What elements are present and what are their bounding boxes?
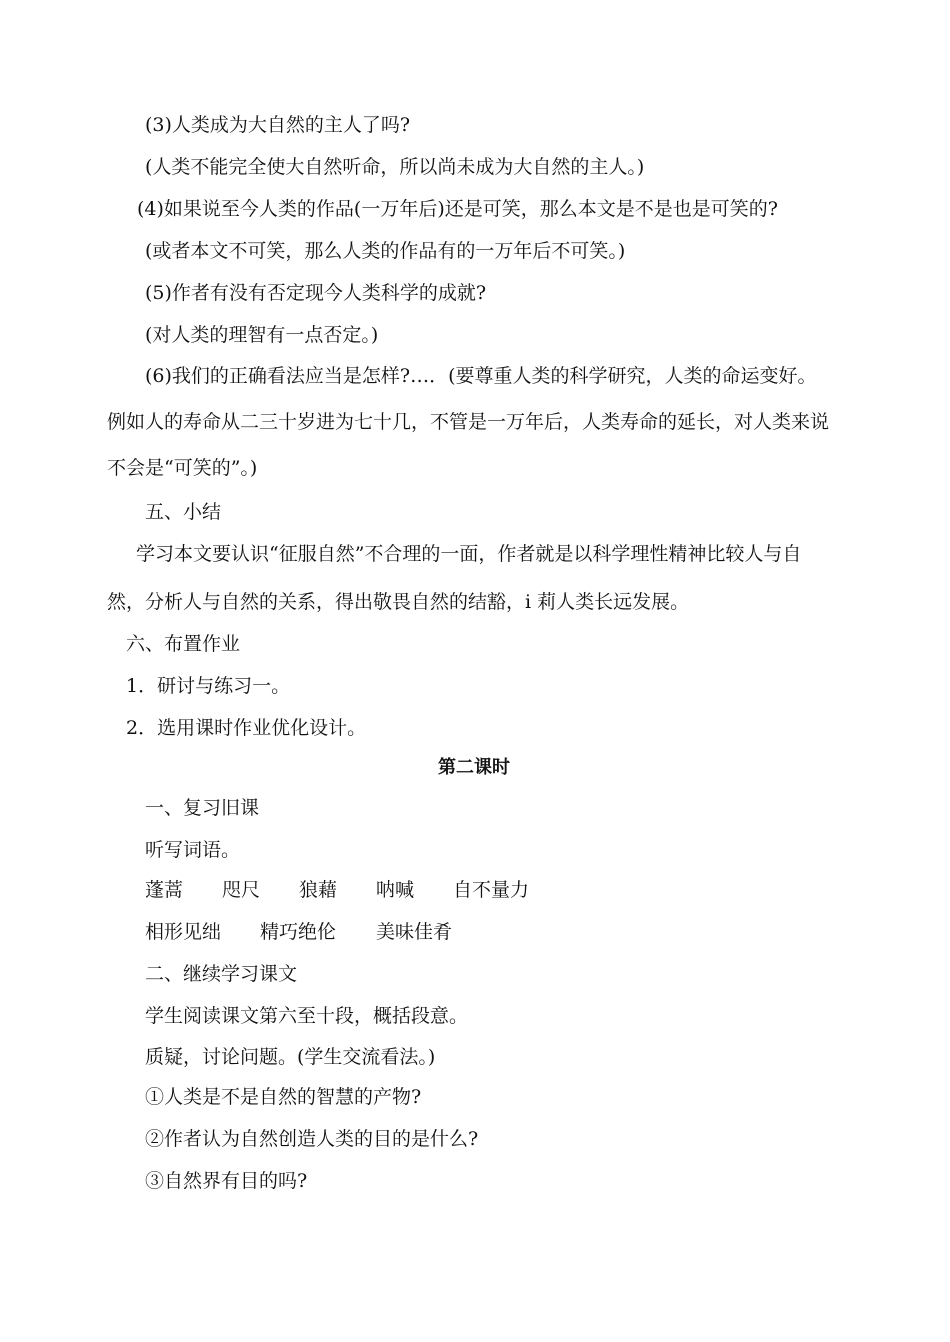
answer-6-continued: 例如人的寿命从二三十岁进为七十几，不管是一万年后，人类寿命的延长，对人类来说 bbox=[107, 411, 830, 433]
vocab-word: 精巧绝伦 bbox=[260, 921, 337, 943]
section-continue-heading: 二、继续学习课文 bbox=[145, 963, 298, 985]
section-homework-heading: 六、布置作业 bbox=[126, 633, 241, 655]
lesson-heading: 第二课时 bbox=[438, 757, 510, 778]
section-summary-heading: 五、小结 bbox=[145, 501, 222, 523]
vocab-word: 狼藉 bbox=[299, 879, 338, 901]
vocab-word: 咫尺 bbox=[222, 879, 261, 901]
vocab-word: 蓬蒿 bbox=[145, 879, 184, 901]
vocab-word: 相形见绌 bbox=[145, 921, 222, 943]
reading-instruction: 学生阅读课文第六至十段，概括段意。 bbox=[145, 1005, 469, 1027]
discussion-question-2: ②作者认为自然创造人类的目的是什么? bbox=[145, 1128, 479, 1150]
answer-3: (人类不能完全使大自然听命，所以尚未成为大自然的主人。) bbox=[145, 156, 645, 178]
question-4: (4)如果说至今人类的作品(一万年后)还是可笑，那么本文是不是也是可笑的? bbox=[137, 198, 778, 220]
answer-5: (对人类的理智有一点否定。) bbox=[145, 324, 379, 346]
summary-paragraph: 学习本文要认识“征服自然”不合理的一面，作者就是以科学理性精神比较人与自 bbox=[136, 543, 802, 565]
question-5: (5)作者有没有否定现今人类科学的成就? bbox=[145, 282, 487, 304]
vocab-word: 呐喊 bbox=[376, 879, 415, 901]
homework-item-1: 1．研讨与练习一。 bbox=[126, 675, 291, 697]
discussion-question-3: ③自然界有目的吗? bbox=[145, 1170, 308, 1192]
question-6: (6)我们的正确看法应当是怎样?…．(要尊重人类的科学研究，人类的命运变好。 bbox=[145, 365, 817, 387]
discussion-question-1: ①人类是不是自然的智慧的产物? bbox=[145, 1086, 422, 1108]
vocab-word: 美味佳肴 bbox=[376, 921, 453, 943]
answer-6-end: 不会是“可笑的”。) bbox=[107, 457, 258, 479]
summary-paragraph-continued: 然，分析人与自然的关系，得出敬畏自然的结豁，i 莉人类长远发展。 bbox=[107, 591, 690, 613]
homework-item-2: 2．选用课时作业优化设计。 bbox=[126, 717, 367, 739]
section-review-heading: 一、复习旧课 bbox=[145, 797, 260, 819]
vocab-word: 自不量力 bbox=[453, 879, 530, 901]
question-3: (3)人类成为大自然的主人了吗? bbox=[145, 114, 411, 136]
answer-4: (或者本文不可笑，那么人类的作品有的一万年后不可笑。) bbox=[145, 240, 626, 262]
discussion-instruction: 质疑，讨论问题。(学生交流看法。) bbox=[145, 1046, 436, 1068]
dictation-instruction: 听写词语。 bbox=[145, 839, 241, 861]
